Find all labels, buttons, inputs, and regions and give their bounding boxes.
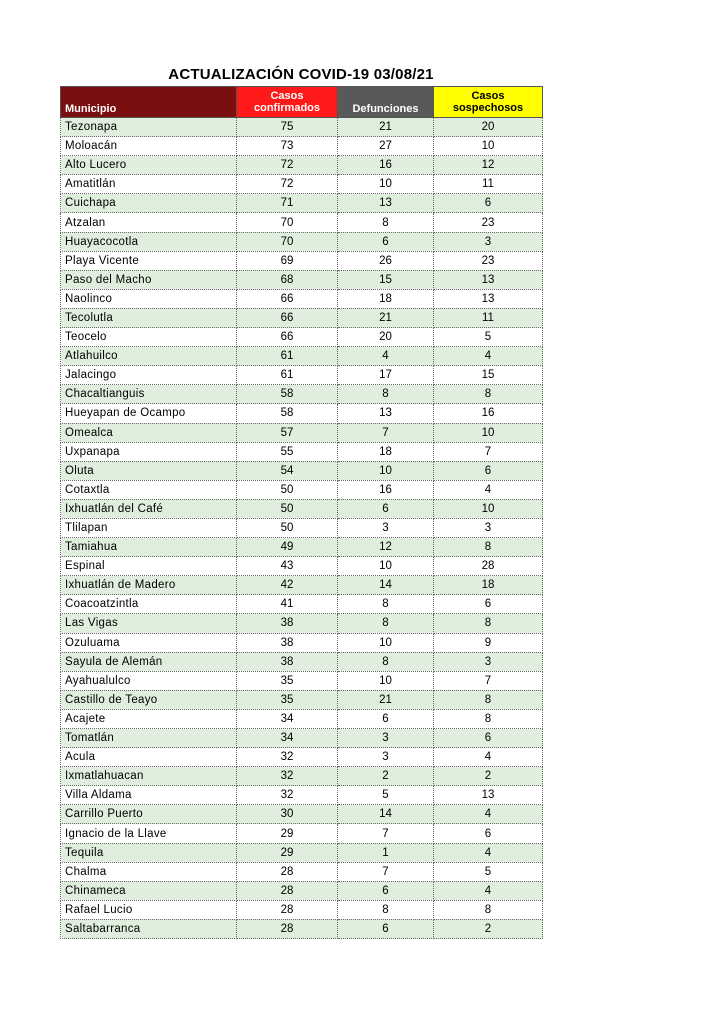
defunciones-cell: 16 [338, 480, 434, 499]
municipio-cell: Amatitlán [61, 175, 237, 194]
table-row [61, 385, 543, 404]
defunciones-cell: 26 [338, 251, 434, 270]
sospechosos-cell: 13 [434, 270, 543, 289]
defunciones-cell: 8 [338, 652, 434, 671]
municipio-cell: Naolinco [61, 289, 237, 308]
sospechosos-cell: 23 [434, 251, 543, 270]
sospechosos-cell: 10 [434, 499, 543, 518]
municipio-cell: Acula [61, 748, 237, 767]
table-row [61, 843, 543, 862]
sospechosos-cell: 28 [434, 557, 543, 576]
table-row [61, 709, 543, 728]
municipio-cell: Acajete [61, 709, 237, 728]
sospechosos-cell: 4 [434, 843, 543, 862]
confirmados-cell: 30 [237, 805, 338, 824]
municipio-cell: Villa Aldama [61, 786, 237, 805]
sospechosos-cell: 11 [434, 308, 543, 327]
municipio-cell: Chalma [61, 862, 237, 881]
defunciones-cell: 21 [338, 118, 434, 137]
header-sospechosos [434, 87, 543, 118]
table-row [61, 404, 543, 423]
table-row [61, 748, 543, 767]
confirmados-cell: 28 [237, 881, 338, 900]
header-sospechosos-line2: sospechosos [452, 102, 524, 114]
defunciones-cell: 13 [338, 404, 434, 423]
defunciones-cell: 10 [338, 671, 434, 690]
sospechosos-cell: 4 [434, 748, 543, 767]
defunciones-cell: 7 [338, 423, 434, 442]
confirmados-cell: 66 [237, 289, 338, 308]
defunciones-cell: 13 [338, 194, 434, 213]
table-row [61, 480, 543, 499]
municipio-cell: Rafael Lucio [61, 900, 237, 919]
table-row [61, 538, 543, 557]
sospechosos-cell: 15 [434, 366, 543, 385]
sospechosos-cell: 7 [434, 442, 543, 461]
defunciones-cell: 10 [338, 461, 434, 480]
table-row [61, 576, 543, 595]
table-row [61, 881, 543, 900]
municipio-cell: Chacaltianguis [61, 385, 237, 404]
table-row [61, 690, 543, 709]
table-row [61, 557, 543, 576]
defunciones-cell: 21 [338, 308, 434, 327]
municipio-cell: Ignacio de la Llave [61, 824, 237, 843]
header-row [61, 87, 543, 118]
confirmados-cell: 66 [237, 308, 338, 327]
sospechosos-cell: 18 [434, 576, 543, 595]
municipio-cell: Moloacán [61, 137, 237, 156]
sospechosos-cell: 5 [434, 328, 543, 347]
municipio-cell: Tomatlán [61, 729, 237, 748]
confirmados-cell: 50 [237, 518, 338, 537]
defunciones-cell: 6 [338, 919, 434, 938]
municipio-cell: Carrillo Puerto [61, 805, 237, 824]
sospechosos-cell: 10 [434, 423, 543, 442]
confirmados-cell: 69 [237, 251, 338, 270]
municipio-cell: Tecolutla [61, 308, 237, 327]
sospechosos-cell: 16 [434, 404, 543, 423]
defunciones-cell: 7 [338, 824, 434, 843]
municipio-cell: Atlahuilco [61, 347, 237, 366]
table-row [61, 461, 543, 480]
defunciones-cell: 18 [338, 289, 434, 308]
table-row [61, 919, 543, 938]
confirmados-cell: 57 [237, 423, 338, 442]
municipio-cell: Huayacocotla [61, 232, 237, 251]
sospechosos-cell: 4 [434, 480, 543, 499]
table-row [61, 194, 543, 213]
confirmados-cell: 75 [237, 118, 338, 137]
defunciones-cell: 8 [338, 900, 434, 919]
defunciones-cell: 10 [338, 557, 434, 576]
table-row [61, 633, 543, 652]
defunciones-cell: 1 [338, 843, 434, 862]
table-row [61, 518, 543, 537]
sospechosos-cell: 3 [434, 232, 543, 251]
sospechosos-cell: 3 [434, 652, 543, 671]
table-body [61, 118, 543, 939]
confirmados-cell: 70 [237, 232, 338, 251]
defunciones-cell: 10 [338, 633, 434, 652]
confirmados-cell: 29 [237, 843, 338, 862]
header-confirmados [237, 87, 338, 118]
table-row [61, 232, 543, 251]
municipio-cell: Espinal [61, 557, 237, 576]
defunciones-cell: 3 [338, 748, 434, 767]
defunciones-cell: 8 [338, 595, 434, 614]
municipio-cell: Hueyapan de Ocampo [61, 404, 237, 423]
defunciones-cell: 3 [338, 729, 434, 748]
municipio-cell: Coacoatzintla [61, 595, 237, 614]
confirmados-cell: 28 [237, 862, 338, 881]
defunciones-cell: 6 [338, 499, 434, 518]
defunciones-cell: 12 [338, 538, 434, 557]
page-title: ACTUALIZACIÓN COVID-19 03/08/21 [168, 66, 434, 83]
confirmados-cell: 50 [237, 480, 338, 499]
confirmados-cell: 49 [237, 538, 338, 557]
confirmados-cell: 72 [237, 156, 338, 175]
table-row [61, 786, 543, 805]
confirmados-cell: 32 [237, 767, 338, 786]
confirmados-cell: 38 [237, 614, 338, 633]
municipio-cell: Paso del Macho [61, 270, 237, 289]
sospechosos-cell: 3 [434, 518, 543, 537]
confirmados-cell: 70 [237, 213, 338, 232]
municipio-cell: Atzalan [61, 213, 237, 232]
table-row [61, 442, 543, 461]
confirmados-cell: 29 [237, 824, 338, 843]
defunciones-cell: 18 [338, 442, 434, 461]
municipio-cell: Ozuluama [61, 633, 237, 652]
municipio-cell: Playa Vicente [61, 251, 237, 270]
municipio-cell: Las Vigas [61, 614, 237, 633]
confirmados-cell: 38 [237, 652, 338, 671]
defunciones-cell: 6 [338, 232, 434, 251]
municipio-cell: Uxpanapa [61, 442, 237, 461]
table-row [61, 862, 543, 881]
municipio-cell: Sayula de Alemán [61, 652, 237, 671]
header-confirmados-line1: Casos [270, 90, 304, 102]
table-row [61, 289, 543, 308]
defunciones-cell: 3 [338, 518, 434, 537]
defunciones-cell: 7 [338, 862, 434, 881]
table-row [61, 270, 543, 289]
table-row [61, 328, 543, 347]
confirmados-cell: 32 [237, 786, 338, 805]
header-defunciones: Defunciones [338, 87, 434, 118]
table-row [61, 156, 543, 175]
defunciones-cell: 21 [338, 690, 434, 709]
confirmados-cell: 35 [237, 690, 338, 709]
confirmados-cell: 34 [237, 729, 338, 748]
sospechosos-cell: 13 [434, 289, 543, 308]
table-row [61, 423, 543, 442]
sospechosos-cell: 4 [434, 347, 543, 366]
municipio-cell: Saltabarranca [61, 919, 237, 938]
municipio-cell: Cuichapa [61, 194, 237, 213]
defunciones-cell: 6 [338, 881, 434, 900]
confirmados-cell: 54 [237, 461, 338, 480]
sospechosos-cell: 20 [434, 118, 543, 137]
defunciones-cell: 14 [338, 576, 434, 595]
sospechosos-cell: 6 [434, 824, 543, 843]
confirmados-cell: 28 [237, 919, 338, 938]
sospechosos-cell: 8 [434, 690, 543, 709]
municipio-cell: Ixhuatlán del Café [61, 499, 237, 518]
municipio-cell: Ixmatlahuacan [61, 767, 237, 786]
sospechosos-cell: 9 [434, 633, 543, 652]
header-sospechosos-line1: Casos [471, 90, 505, 102]
table-row [61, 671, 543, 690]
sospechosos-cell: 5 [434, 862, 543, 881]
table-row [61, 308, 543, 327]
confirmados-cell: 55 [237, 442, 338, 461]
defunciones-cell: 10 [338, 175, 434, 194]
confirmados-cell: 68 [237, 270, 338, 289]
sospechosos-cell: 6 [434, 461, 543, 480]
sospechosos-cell: 2 [434, 767, 543, 786]
table-row [61, 824, 543, 843]
sospechosos-cell: 8 [434, 385, 543, 404]
confirmados-cell: 32 [237, 748, 338, 767]
sospechosos-cell: 12 [434, 156, 543, 175]
confirmados-cell: 66 [237, 328, 338, 347]
sospechosos-cell: 7 [434, 671, 543, 690]
header-confirmados-line2: confirmados [253, 102, 320, 114]
confirmados-cell: 42 [237, 576, 338, 595]
sospechosos-cell: 10 [434, 137, 543, 156]
defunciones-cell: 15 [338, 270, 434, 289]
sospechosos-cell: 13 [434, 786, 543, 805]
defunciones-cell: 5 [338, 786, 434, 805]
confirmados-cell: 35 [237, 671, 338, 690]
sospechosos-cell: 8 [434, 900, 543, 919]
confirmados-cell: 72 [237, 175, 338, 194]
municipio-cell: Tequila [61, 843, 237, 862]
table-row [61, 213, 543, 232]
municipio-cell: Chinameca [61, 881, 237, 900]
municipio-cell: Teocelo [61, 328, 237, 347]
confirmados-cell: 28 [237, 900, 338, 919]
table-row [61, 805, 543, 824]
table-row [61, 652, 543, 671]
defunciones-cell: 14 [338, 805, 434, 824]
sospechosos-cell: 23 [434, 213, 543, 232]
sospechosos-cell: 11 [434, 175, 543, 194]
municipio-cell: Castillo de Teayo [61, 690, 237, 709]
defunciones-cell: 17 [338, 366, 434, 385]
table-row [61, 595, 543, 614]
table-row [61, 251, 543, 270]
sospechosos-cell: 4 [434, 881, 543, 900]
table-row [61, 729, 543, 748]
municipio-cell: Oluta [61, 461, 237, 480]
sospechosos-cell: 4 [434, 805, 543, 824]
municipio-cell: Tlilapan [61, 518, 237, 537]
confirmados-cell: 58 [237, 404, 338, 423]
table-row [61, 499, 543, 518]
table-row [61, 614, 543, 633]
sospechosos-cell: 6 [434, 595, 543, 614]
defunciones-cell: 8 [338, 213, 434, 232]
sospechosos-cell: 8 [434, 709, 543, 728]
confirmados-cell: 58 [237, 385, 338, 404]
table-row [61, 137, 543, 156]
sospechosos-cell: 6 [434, 729, 543, 748]
table-row [61, 767, 543, 786]
municipio-cell: Ayahualulco [61, 671, 237, 690]
confirmados-cell: 38 [237, 633, 338, 652]
table-row [61, 175, 543, 194]
confirmados-cell: 61 [237, 347, 338, 366]
sospechosos-cell: 8 [434, 614, 543, 633]
confirmados-cell: 41 [237, 595, 338, 614]
municipio-cell: Omealca [61, 423, 237, 442]
table-row [61, 347, 543, 366]
defunciones-cell: 27 [338, 137, 434, 156]
sospechosos-cell: 2 [434, 919, 543, 938]
defunciones-cell: 16 [338, 156, 434, 175]
confirmados-cell: 61 [237, 366, 338, 385]
confirmados-cell: 34 [237, 709, 338, 728]
confirmados-cell: 43 [237, 557, 338, 576]
municipio-cell: Ixhuatlán de Madero [61, 576, 237, 595]
sospechosos-cell: 6 [434, 194, 543, 213]
covid-table [60, 86, 543, 939]
municipio-cell: Jalacingo [61, 366, 237, 385]
confirmados-cell: 73 [237, 137, 338, 156]
sospechosos-cell: 8 [434, 538, 543, 557]
table-row [61, 900, 543, 919]
municipio-cell: Alto Lucero [61, 156, 237, 175]
table-row [61, 366, 543, 385]
municipio-cell: Tezonapa [61, 118, 237, 137]
municipio-cell: Cotaxtla [61, 480, 237, 499]
defunciones-cell: 6 [338, 709, 434, 728]
header-municipio: Municipio [61, 87, 237, 118]
defunciones-cell: 8 [338, 385, 434, 404]
confirmados-cell: 71 [237, 194, 338, 213]
defunciones-cell: 2 [338, 767, 434, 786]
defunciones-cell: 8 [338, 614, 434, 633]
confirmados-cell: 50 [237, 499, 338, 518]
defunciones-cell: 20 [338, 328, 434, 347]
municipio-cell: Tamiahua [61, 538, 237, 557]
defunciones-cell: 4 [338, 347, 434, 366]
table-row [61, 118, 543, 137]
